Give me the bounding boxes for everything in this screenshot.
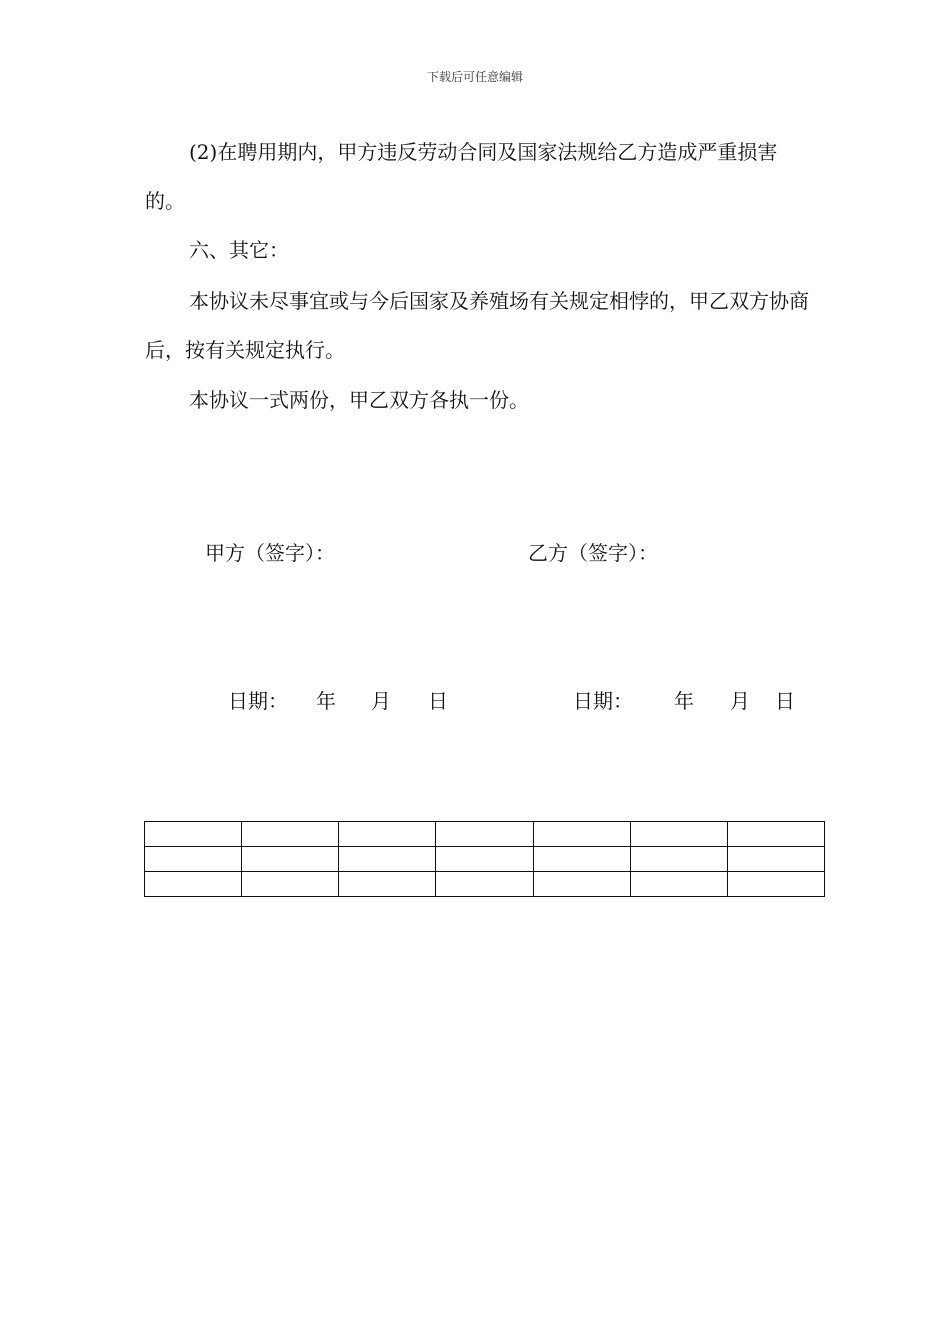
table-cell xyxy=(727,872,824,897)
party-b-signature-label: 乙方（签字）： xyxy=(528,541,658,565)
table-cell xyxy=(727,822,824,847)
table-cell xyxy=(533,872,630,897)
table-cell xyxy=(630,822,727,847)
party-a-signature-label: 甲方（签字）： xyxy=(205,541,335,565)
table-cell xyxy=(339,872,436,897)
clause-2-paragraph: (2)在聘用期内，甲方违反劳动合同及国家法规给乙方造成严重损害的。 xyxy=(145,140,778,213)
table-cell xyxy=(436,872,533,897)
header-note: 下载后可任意编辑 xyxy=(426,70,523,84)
party-a-month-label: 月 xyxy=(371,689,391,713)
table-cell xyxy=(145,847,242,872)
table-cell xyxy=(630,872,727,897)
party-b-date-label: 日期： xyxy=(573,689,633,713)
table-cell xyxy=(242,872,339,897)
blank-grid-table xyxy=(144,821,825,897)
section-6-title: 六、其它： xyxy=(189,238,289,262)
table-cell xyxy=(436,822,533,847)
party-b-month-label: 月 xyxy=(730,689,750,713)
table-cell xyxy=(436,847,533,872)
table-cell xyxy=(339,847,436,872)
table-cell xyxy=(727,847,824,872)
supplementary-paragraph: 本协议未尽事宜或与今后国家及养殖场有关规定相悖的，甲乙双方协商后，按有关规定执行。 xyxy=(145,289,809,362)
party-a-day-label: 日 xyxy=(428,689,448,713)
party-a-date-label: 日期： xyxy=(228,689,288,713)
table-cell xyxy=(242,847,339,872)
party-b-year-label: 年 xyxy=(674,689,694,713)
table-cell xyxy=(145,872,242,897)
party-a-year-label: 年 xyxy=(316,689,336,713)
table-cell xyxy=(630,847,727,872)
table-cell xyxy=(339,822,436,847)
table-cell xyxy=(145,822,242,847)
table-cell xyxy=(242,822,339,847)
table-cell xyxy=(533,847,630,872)
table-row xyxy=(145,872,825,897)
copies-paragraph: 本协议一式两份，甲乙双方各执一份。 xyxy=(189,388,529,412)
party-b-day-label: 日 xyxy=(775,689,795,713)
table-cell xyxy=(533,822,630,847)
table-row xyxy=(145,847,825,872)
table-row xyxy=(145,822,825,847)
